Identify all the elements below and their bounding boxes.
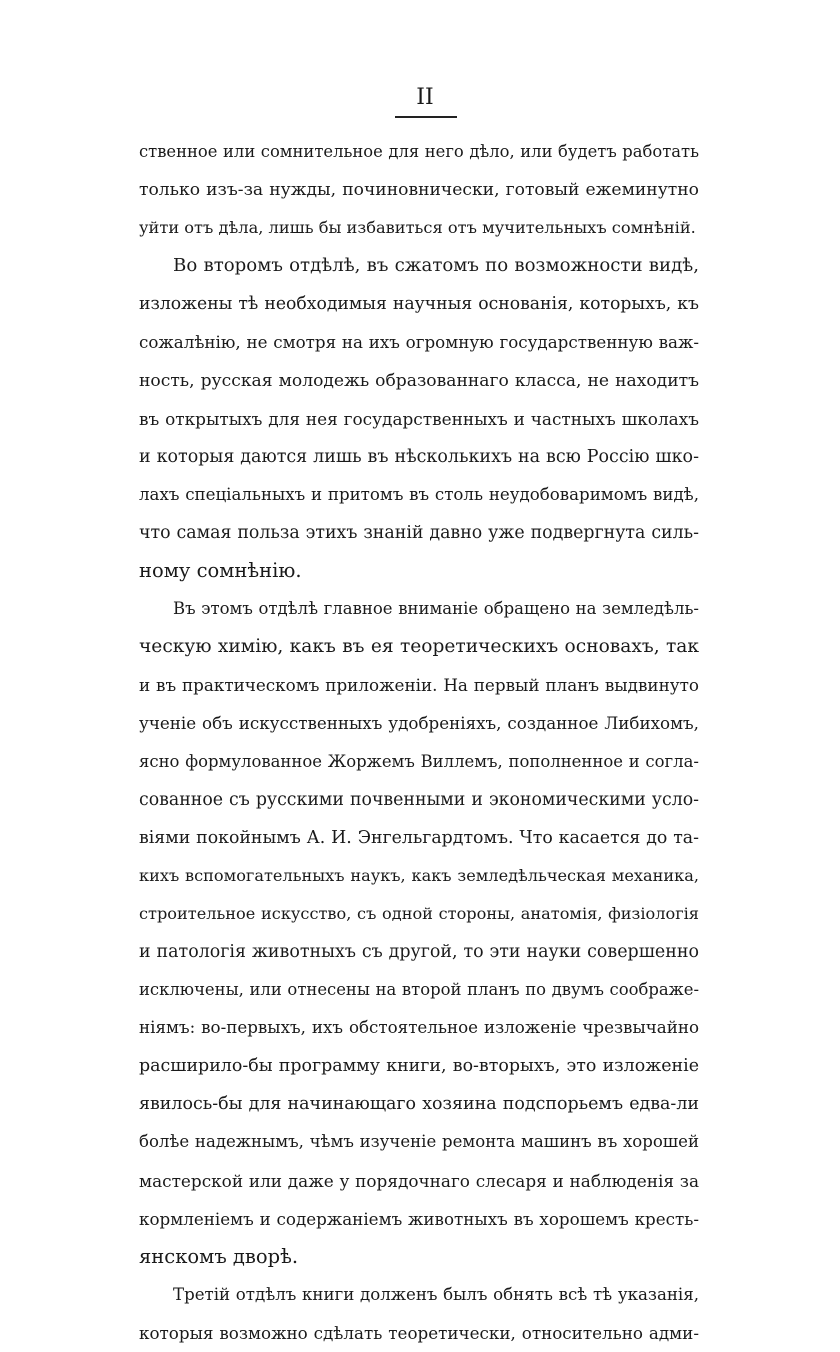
text-line: явилось-бы для начинающаго хозяина подспорьемъ едва-ли bbox=[139, 1094, 699, 1115]
text-line: и которыя даются лишь въ нѣсколькихъ на всю Россію шко- bbox=[139, 446, 699, 467]
text-line: расширило-бы программу книги, во-вторыхъ, это изложеніе bbox=[139, 1056, 699, 1077]
text-line: что самая польза этихъ знаній давно уже подвергнута силь- bbox=[139, 522, 699, 543]
text-line: ученіе объ искусственныхъ удобреніяхъ, созданное Либихомъ, bbox=[139, 713, 699, 734]
text-line: уйти отъ дѣла, лишь бы избавиться отъ мучительныхъ сомнѣній. bbox=[139, 218, 696, 238]
body-text bbox=[139, 133, 699, 1352]
text-line: Въ этомъ отдѣлѣ главное вниманіе обращено на земледѣль- bbox=[173, 599, 699, 619]
text-line: віями покойнымъ А. И. Энгельгардтомъ. Что касается до та- bbox=[139, 827, 699, 848]
page-number: II bbox=[416, 85, 434, 110]
text-line: исключены, или отнесены на второй планъ по двумъ соображе- bbox=[139, 980, 699, 1000]
text-line: лахъ спеціальныхъ и притомъ въ столь неудобоваримомъ видѣ, bbox=[139, 484, 699, 504]
text-line: Третій отдѣлъ книги долженъ былъ обнять всѣ тѣ указанія, bbox=[173, 1284, 699, 1304]
text-line: только изъ-за нужды, починовнически, готовый ежеминутно bbox=[139, 180, 699, 201]
text-line: и патологія животныхъ съ другой, то эти науки совершенно bbox=[139, 941, 699, 962]
text-line: ность, русская молодежь образованнаго класса, не находитъ bbox=[139, 370, 699, 391]
text-line: сованное съ русскими почвенными и экономическими усло- bbox=[139, 789, 699, 810]
text-line: ясно формулованное Жоржемъ Виллемъ, пополненное и согла- bbox=[139, 751, 699, 771]
text-line: янскомъ дворѣ. bbox=[139, 1244, 299, 1268]
text-line: Во второмъ отдѣлѣ, въ сжатомъ по возможности видѣ, bbox=[173, 255, 699, 277]
text-line: кормленіемъ и содержаніемъ животныхъ въ хорошемъ кресть- bbox=[139, 1208, 699, 1229]
text-line: изложены тѣ необходимыя научныя основанія, которыхъ, къ bbox=[139, 294, 699, 315]
text-line: ніямъ: во-первыхъ, ихъ обстоятельное изложеніе чрезвычайно bbox=[139, 1018, 699, 1038]
text-line: кихъ вспомогательныхъ наукъ, какъ земледѣльческая механика, bbox=[139, 865, 699, 885]
text-line: которыя возможно сдѣлать теоретически, относительно адми- bbox=[139, 1322, 699, 1343]
text-line: строительное искусство, съ одной стороны, анатомія, физіологія bbox=[139, 903, 699, 923]
text-line: и въ практическомъ приложеніи. На первый планъ выдвинуто bbox=[139, 675, 699, 696]
text-line: мастерской или даже у порядочнаго слесаря и наблюденія за bbox=[139, 1170, 699, 1191]
text-line: сожалѣнію, не смотря на ихъ огромную государственную важ- bbox=[139, 332, 699, 353]
page-number-rule bbox=[395, 116, 457, 118]
text-line: въ открытыхъ для нея государственныхъ и частныхъ школахъ bbox=[139, 408, 699, 429]
text-line: ному сомнѣнію. bbox=[139, 559, 302, 583]
text-line: ческую химію, какъ въ ея теоретическихъ основахъ, так bbox=[139, 636, 699, 658]
text-line: ственное или сомнительное для него дѣло, или будетъ работать bbox=[139, 142, 699, 161]
text-line: болѣе надежнымъ, чѣмъ изученіе ремонта машинъ въ хорошей bbox=[139, 1132, 699, 1152]
